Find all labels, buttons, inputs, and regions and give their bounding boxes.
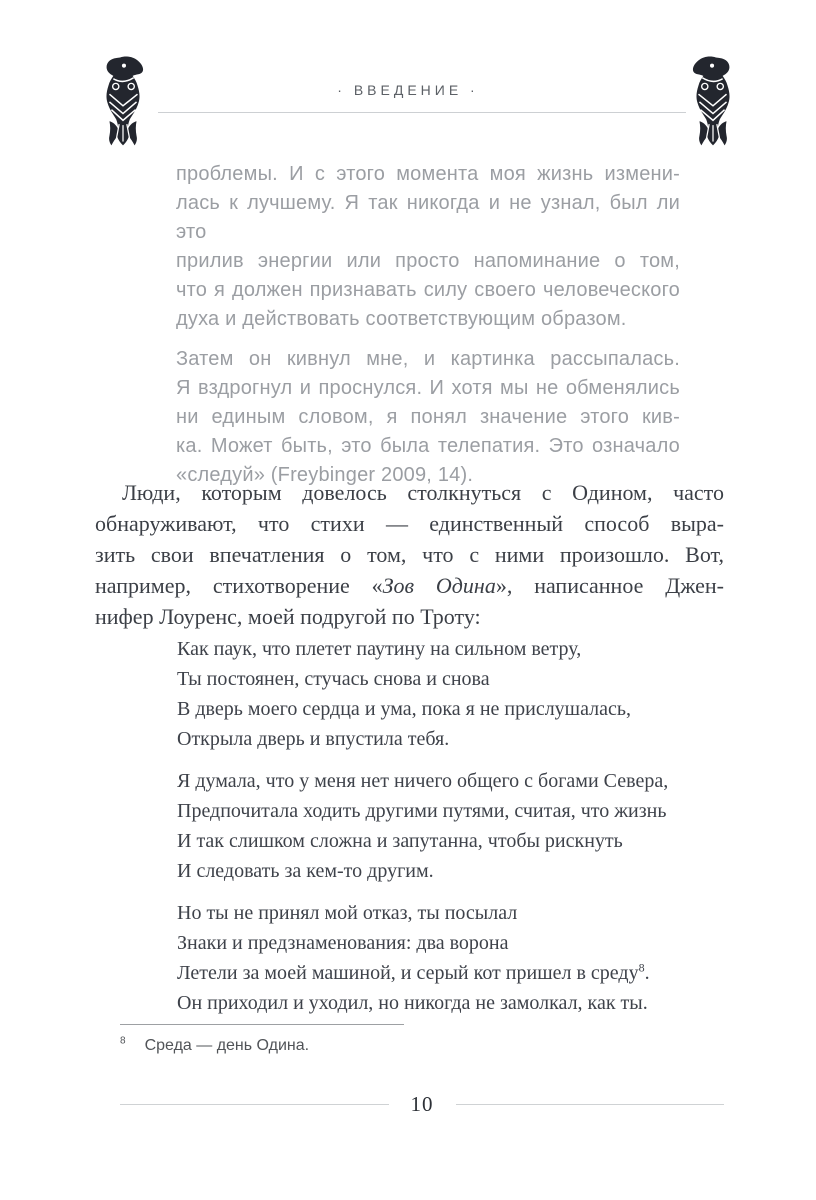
- footer-rule-left: [120, 1104, 389, 1105]
- poem-line: Знаки и предзнаменования: два ворона: [177, 932, 509, 954]
- poem-line: Открыла дверь и впустила тебя.: [177, 728, 450, 750]
- quote-line: что я должен признавать силу своего человеческого: [176, 279, 680, 301]
- quote-line: проблемы. И с этого момента моя жизнь измени-: [176, 163, 680, 185]
- poem-line: Как паук, что плетет паутину на сильном ветру,: [177, 638, 582, 660]
- poem-line: Ты постоянен, стучась снова и снова: [177, 668, 490, 690]
- poem-stanza: [177, 766, 668, 886]
- poem-stanza: [177, 898, 668, 1018]
- quote-line: «следуй» (Freybinger 2009, 14).: [176, 464, 474, 486]
- footnote-rule: [120, 1024, 404, 1025]
- page-number: 10: [410, 1092, 434, 1116]
- poem-line: И так слишком сложна и запутанна, чтобы рискнуть: [177, 830, 623, 852]
- raven-icon-right: [684, 54, 742, 146]
- page-header-title: · ВВЕДЕНИЕ ·: [337, 82, 479, 98]
- poem-line-segment: .: [644, 962, 650, 984]
- poem-line: И следовать за кем-то другим.: [177, 860, 434, 882]
- body-line: нифер Лоуренс, моей подругой по Троту:: [95, 604, 481, 629]
- poem-block: [177, 634, 668, 1018]
- body-line: обнаруживают, что стихи — единственный способ выра-: [95, 511, 724, 536]
- poem-line: Предпочитала ходить другими путями, считая, что жизнь: [177, 800, 667, 822]
- body-line-segment: », написанное Джен-: [495, 573, 724, 598]
- body-line-segment: например, стихотворение «: [95, 573, 383, 598]
- poem-line: Я думала, что у меня нет ничего общего с богами Севера,: [177, 770, 669, 792]
- poem-line: Он приходил и уходил, но никогда не замолкал, как ты.: [177, 992, 648, 1014]
- footnote-text: Среда — день Одина.: [144, 1037, 310, 1054]
- quote-line: ни единым словом, я понял значение этого кив-: [176, 406, 680, 428]
- footnote-marker: 8: [120, 1035, 126, 1047]
- page-footer: [120, 1094, 724, 1115]
- quote-line: ка. Может быть, это была телепатия. Это означало: [176, 435, 680, 457]
- quote-line: Затем он кивнул мне, и картинка рассыпалась.: [176, 348, 680, 370]
- quote-line: лась к лучшему. Я так никогда и не узнал, был ли это: [176, 192, 680, 243]
- quote-line: прилив энергии или просто напоминание о том,: [176, 250, 680, 272]
- poem-line: В дверь моего сердца и ума, пока я не прислушалась,: [177, 698, 631, 720]
- poem-title-italic: Зов Одина: [382, 573, 496, 598]
- raven-icon-left: [94, 54, 152, 146]
- quote-line: Я вздрогнул и проснулся. И хотя мы не обменялись: [176, 377, 680, 399]
- poem-line: [177, 958, 668, 988]
- body-line: [95, 570, 724, 601]
- footer-rule-right: [456, 1104, 725, 1105]
- quote-line: духа и действовать соответствующим образом.: [176, 308, 627, 330]
- quote-paragraph: [176, 345, 680, 490]
- poem-line: Но ты не принял мой отказ, ты посылал: [177, 902, 518, 924]
- footnote-reference: 8: [638, 960, 645, 975]
- body-line: зить свои впечатления о том, что с ними произошло. Вот,: [95, 542, 724, 567]
- body-paragraph: [95, 477, 724, 632]
- body-line: Люди, которым довелось столкнуться с Одином, часто: [122, 480, 724, 505]
- poem-line-segment: Летели за моей машиной, и серый кот пришел в среду: [177, 962, 639, 984]
- quote-paragraph: [176, 160, 680, 334]
- footnote: [120, 1036, 680, 1056]
- poem-stanza: [177, 634, 668, 754]
- quoted-dream-text: [176, 160, 680, 490]
- header-rule: [158, 112, 686, 113]
